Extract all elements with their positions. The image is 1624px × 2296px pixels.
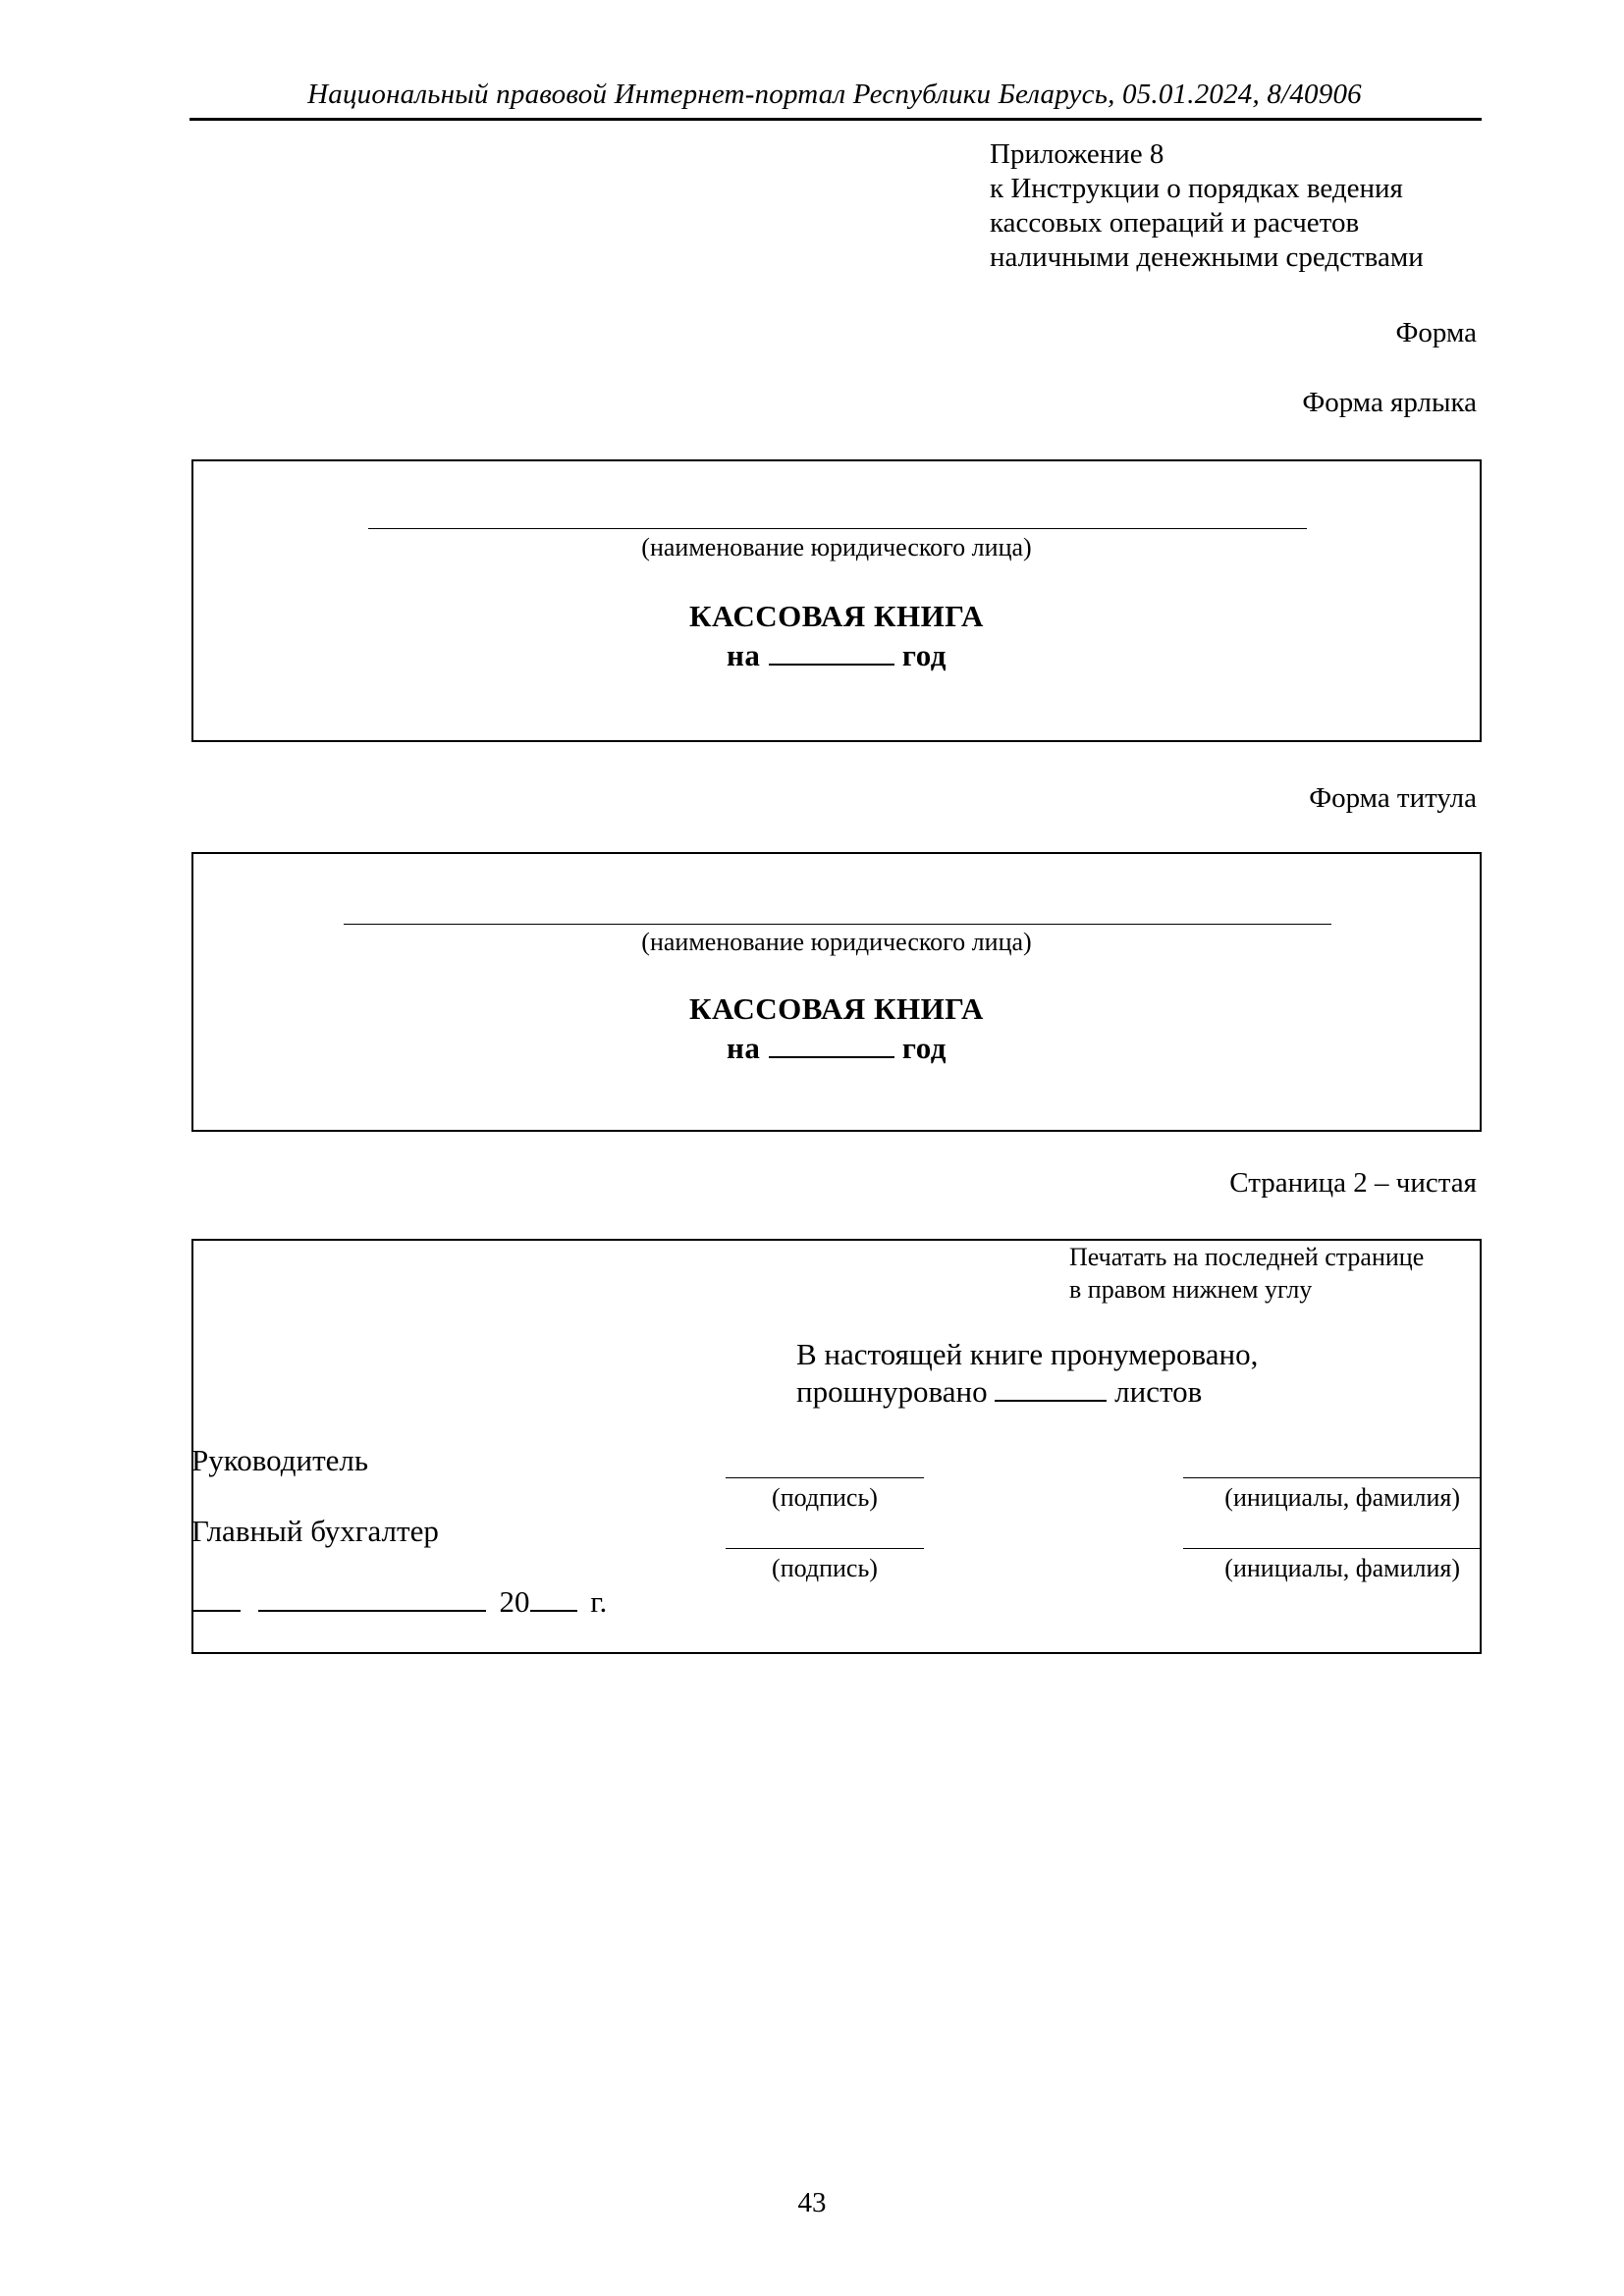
day-blank bbox=[193, 1584, 241, 1612]
book-title: КАССОВАЯ КНИГА bbox=[689, 599, 984, 633]
numbered-suffix: листов bbox=[1114, 1374, 1203, 1409]
page-number: 43 bbox=[797, 2187, 827, 2218]
date-line bbox=[193, 1584, 607, 1620]
print-note-line-1: Печатать на последней странице bbox=[1069, 1243, 1425, 1271]
print-note bbox=[1069, 1241, 1424, 1306]
head-name-caption: (инициалы, фамилия) bbox=[1224, 1483, 1460, 1512]
year-suffix: год bbox=[901, 1031, 947, 1065]
year-blank bbox=[769, 1031, 894, 1058]
head-label: Руководитель bbox=[191, 1443, 369, 1477]
book-year-line bbox=[193, 638, 1480, 673]
numbered-line-1: В настоящей книге пронумеровано, bbox=[796, 1337, 1259, 1371]
appendix-block bbox=[990, 137, 1424, 275]
year-blank bbox=[530, 1584, 577, 1612]
accountant-signature-line bbox=[726, 1548, 924, 1549]
page2-note: Страница 2 – чистая bbox=[1229, 1167, 1477, 1199]
month-blank bbox=[258, 1584, 486, 1612]
head-name-line bbox=[1183, 1477, 1480, 1478]
org-name-caption: (наименование юридического лица) bbox=[641, 533, 1032, 561]
head-signature-caption: (подпись) bbox=[772, 1483, 878, 1512]
accountant-name-line bbox=[1183, 1548, 1480, 1549]
print-note-line-2: в правом нижнем углу bbox=[1069, 1275, 1313, 1304]
label-form-box bbox=[191, 459, 1482, 742]
numbered-line-2 bbox=[796, 1374, 1202, 1410]
header-divider bbox=[189, 118, 1482, 121]
date-suffix: г. bbox=[590, 1584, 608, 1619]
head-signature-line bbox=[726, 1477, 924, 1478]
numbered-prefix: прошнуровано bbox=[796, 1374, 988, 1409]
accountant-label: Главный бухгалтер bbox=[191, 1514, 439, 1548]
date-century: 20 bbox=[499, 1584, 530, 1619]
label-form-heading: Форма ярлыка bbox=[1302, 387, 1477, 418]
title-form-heading: Форма титула bbox=[1309, 782, 1477, 814]
book-year-line bbox=[193, 1031, 1480, 1066]
appendix-ref-line-2: кассовых операций и расчетов bbox=[990, 207, 1360, 239]
sheet-count-blank bbox=[995, 1374, 1107, 1402]
year-blank bbox=[769, 638, 894, 666]
accountant-signature-caption: (подпись) bbox=[772, 1554, 878, 1582]
year-prefix: на bbox=[727, 1031, 761, 1065]
source-header: Национальный правовой Интернет-портал Республики Беларусь, 05.01.2024, 8/40906 bbox=[307, 79, 1362, 110]
appendix-ref-line-1: к Инструкции о порядках ведения bbox=[990, 173, 1403, 204]
org-name-line bbox=[344, 924, 1331, 925]
org-name-caption: (наименование юридического лица) bbox=[641, 928, 1032, 956]
title-form-box bbox=[191, 852, 1482, 1132]
year-suffix: год bbox=[901, 638, 947, 672]
year-prefix: на bbox=[727, 638, 761, 672]
form-label: Форма bbox=[1395, 317, 1477, 348]
last-page-box bbox=[191, 1239, 1482, 1654]
appendix-ref-line-3: наличными денежными средствами bbox=[990, 241, 1424, 273]
book-title: КАССОВАЯ КНИГА bbox=[689, 991, 984, 1026]
org-name-line bbox=[368, 528, 1307, 529]
accountant-name-caption: (инициалы, фамилия) bbox=[1224, 1554, 1460, 1582]
appendix-number: Приложение 8 bbox=[990, 138, 1164, 170]
